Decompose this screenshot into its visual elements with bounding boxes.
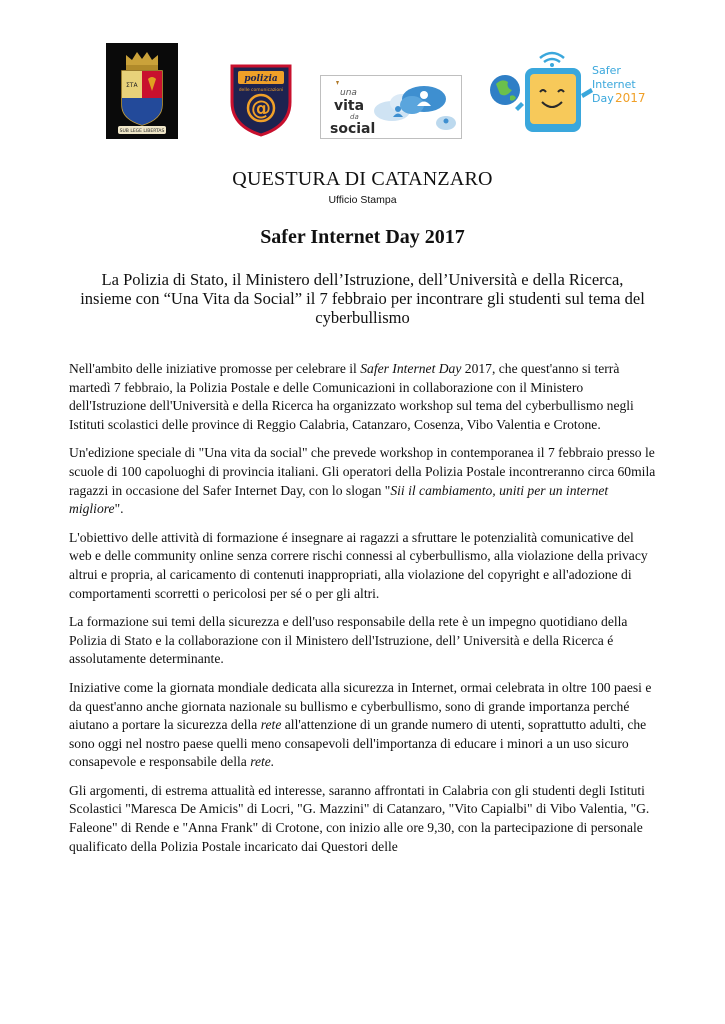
paragraph-2: Un'edizione speciale di "Una vita da social" che prevede workshop in contemporanea il 7 febbraio presso le scuole di 100 capoluoghi di provincia italiani. Gli operatori della Polizia Postale incontreranno circa 60mila ragazzi in occasione del Safer Internet Day, con lo slogan "Sii il cambiamento, uniti per un internet migliore". <box>69 445 656 517</box>
document-header <box>0 168 725 206</box>
paragraph-5: Iniziative come la giornata mondiale dedicata alla sicurezza in Internet, ormai celebrata in oltre 100 paesi e da quest'anno anche giornata nazionale su bullismo e cyberbullismo, sono di grande importanza perché aiutano a portare la sicurezza della rete all'attenzione di un grande numero di utenti, soprattutto adulti, che sono oggi nel nostro paese quelli meno consapevoli dell'importanza di educare i minori a un uso sicuro consapevole e responsabile della rete. <box>69 679 652 770</box>
document-body <box>69 360 659 866</box>
svg-text:ΣΤΑ: ΣΤΑ <box>126 82 138 89</box>
sid-line1: Safer <box>592 64 621 77</box>
paragraph-4: La formazione sui temi della sicurezza e dell'uso responsabile della rete è un impegno quotidiano della Polizia di Stato e la collaborazione con il Ministero dell'Istruzione, dell’ Università e della Ricerca é assolutamente determinante. <box>69 614 628 667</box>
paragraph-3: L'obiettivo delle attività di formazione é insegnare ai ragazzi a sfruttare le potenzialità comunicative del web e delle community online senza correre rischi connessi al cyberbullismo, alla violazione della privacy altrui e propria, al caricamento di contenuti inappropriati, alla violazione del copyright e all'adozione di comportamenti scorretti o pericolosi per sé o per gli altri. <box>69 529 648 601</box>
social-line2: vita <box>334 98 365 114</box>
safer-internet-day-logo <box>488 44 650 140</box>
paragraph-1: Nell'ambito delle iniziative promosse per celebrare il Safer Internet Day 2017, che quest'anno si terrà martedì 7 febbraio, la Polizia Postale e delle Comunicazioni in collaborazione con il Ministero dell'Istruzione dell'Università e della Ricerca ha organizzato workshop sul tema del cyberbullismo negli Istituti scolastici delle province di Reggio Calabria, Catanzaro, Cosenza, Vibo Valentia e Crotone. <box>69 361 634 432</box>
polizia-motto: SUB LEGE LIBERTAS <box>119 129 165 134</box>
rete-emphasis-1: rete <box>260 717 282 733</box>
sid-year: 2017 <box>615 91 646 105</box>
paragraph-6: Gli argomenti, di estrema attualità ed interesse, saranno affrontati in Calabria con gli studenti degli Istituti Scolastici "Maresca De Amicis" di Locri, "G. Mazzini" di Catanzaro, "Vito Capialbi" di Vibo Valentia, "G. Faleone" di Rende e "Anna Frank" di Crotone, con inizio alle ore 9,30, con la partecipazione di personale qualificato della Polizia Postale incaricato dai Questori delle <box>69 782 650 854</box>
office-name: Ufficio Stampa <box>328 194 397 206</box>
polizia-comunicazioni-logo <box>228 62 294 138</box>
svg-text:@: @ <box>251 96 271 120</box>
sid-line2: Internet <box>592 78 636 91</box>
social-line1: una <box>340 88 357 98</box>
organization-name: QUESTURA DI CATANZARO <box>232 168 493 190</box>
social-line3: da <box>350 113 359 121</box>
document-title: Safer Internet Day 2017 <box>260 226 465 248</box>
document-subtitle: La Polizia di Stato, il Ministero dell’Istruzione, dell’Università e della Ricerca, insieme con “Una Vita da Social” il 7 febbraio per incontrare gli studenti sul tema del cyberbullismo <box>80 270 645 327</box>
logo-strip <box>0 40 725 140</box>
polizia-di-stato-logo <box>106 43 178 139</box>
safer-internet-day-emphasis: Safer Internet Day <box>360 361 462 376</box>
social-line4: social <box>330 121 376 137</box>
polizia-comunicazioni-bottom: delle comunicazioni <box>238 88 284 93</box>
rete-emphasis-2: rete. <box>250 754 275 770</box>
una-vita-da-social-logo <box>320 75 462 139</box>
slogan-emphasis: Sii il cambiamento, uniti per un internet migliore <box>69 482 609 517</box>
sid-line3: Day <box>592 92 614 105</box>
polizia-comunicazioni-top: polizia <box>244 74 278 84</box>
